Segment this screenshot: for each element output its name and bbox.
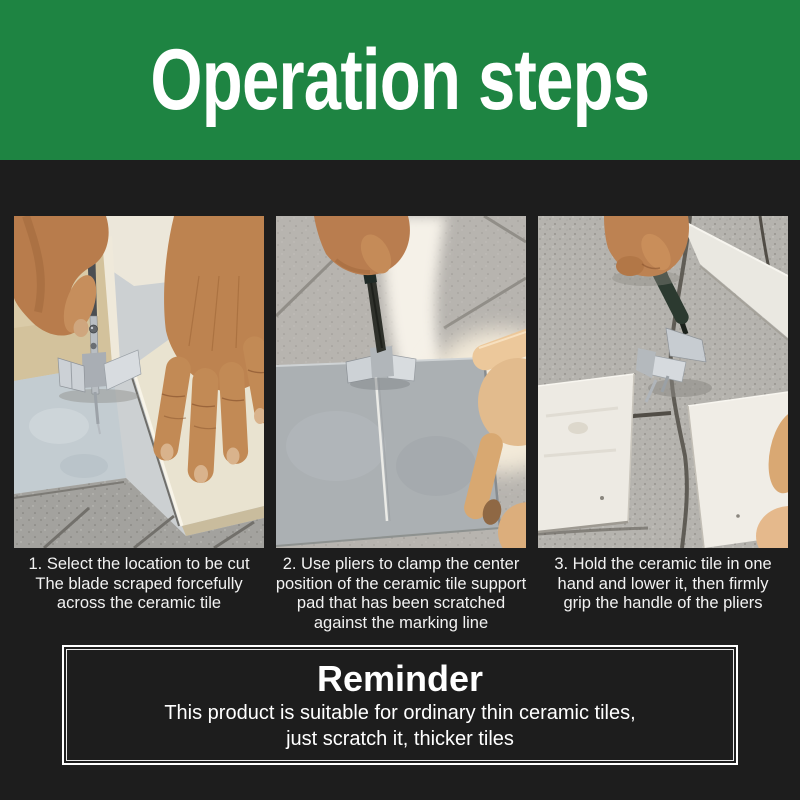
step-1-photo xyxy=(14,216,264,548)
step-3-photo xyxy=(538,216,788,548)
step-1-caption xyxy=(28,555,249,614)
caption-line: across the ceramic tile xyxy=(56,594,222,612)
caption-line: 3. Hold the ceramic tile in one xyxy=(554,555,772,573)
step-1 xyxy=(14,216,264,633)
step-3-caption xyxy=(554,555,771,614)
steps-row xyxy=(14,216,788,633)
page-title: Operation steps xyxy=(150,31,650,128)
caption-line: against the marking line xyxy=(313,613,489,632)
reminder-title: Reminder xyxy=(316,658,484,699)
step-2-photo xyxy=(276,216,526,548)
caption-line: 2. Use pliers to clamp the center xyxy=(282,555,520,573)
reminder-inner xyxy=(66,649,734,761)
caption-line: The blade scraped forcefully xyxy=(35,574,243,593)
caption-line: hand and lower it, then firmly xyxy=(557,574,769,593)
caption-line: grip the handle of the pliers xyxy=(563,594,763,612)
caption-line: pad that has been scratched xyxy=(296,594,506,612)
caption-line: position of the ceramic tile support xyxy=(275,574,527,593)
step-2-caption xyxy=(276,555,526,633)
reminder-line: This product is suitable for ordinary thin ceramic tiles, xyxy=(164,702,636,724)
holding-hand xyxy=(604,216,689,286)
step-2 xyxy=(276,216,526,633)
cut-tile-left xyxy=(538,374,634,532)
caption-line: 1. Select the location to be cut xyxy=(28,555,250,573)
step-3 xyxy=(538,216,788,633)
reminder-line: just scratch it, thicker tiles xyxy=(286,728,514,750)
header-banner xyxy=(0,0,800,160)
reminder-box xyxy=(62,645,738,765)
